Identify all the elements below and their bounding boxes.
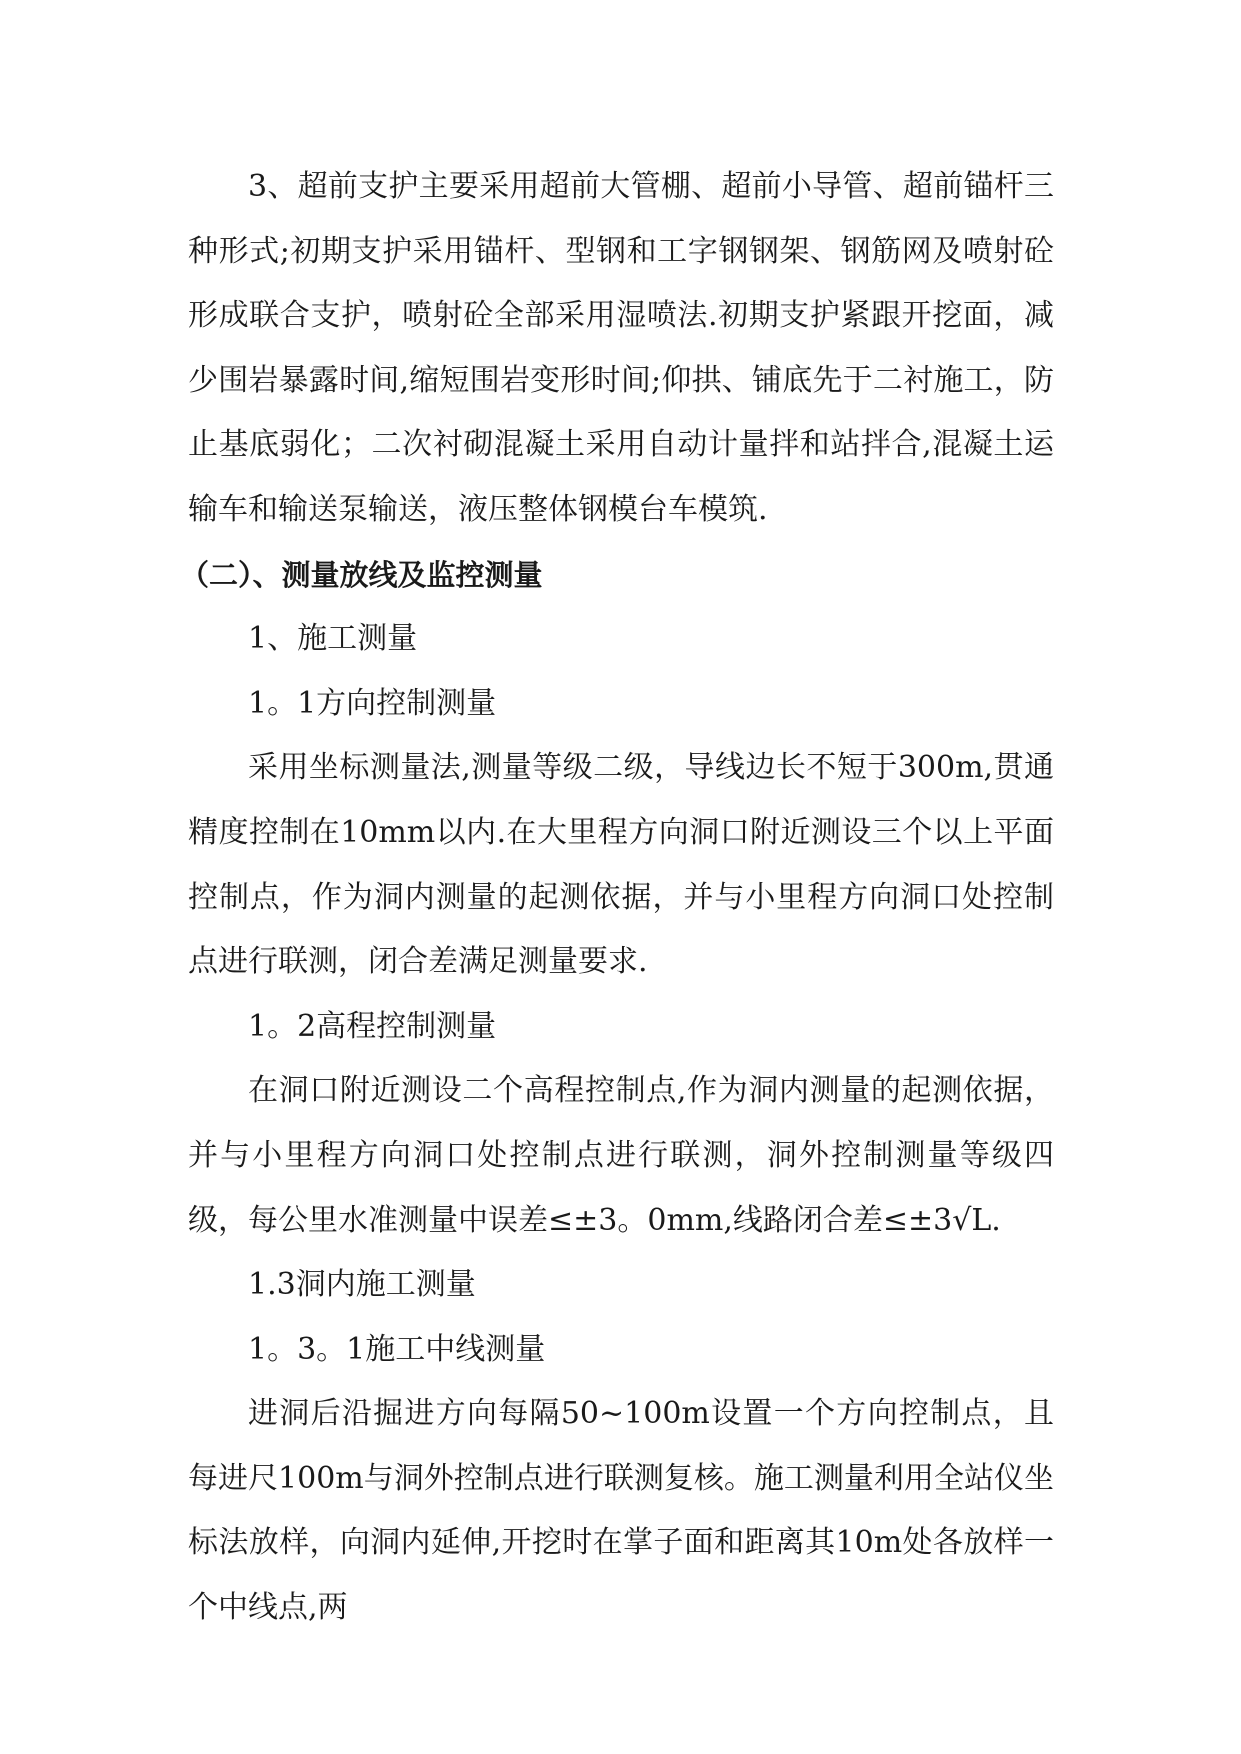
document-body xyxy=(180,155,1054,1641)
paragraph-support-methods: 3、超前支护主要采用超前大管棚、超前小导管、超前锚杆三种形式;初期支护采用锚杆、型钢和工字钢钢架、钢筋网及喷射砼形成联合支护，喷射砼全部采用湿喷法.初期支护紧跟开挖面，减少围岩暴露时间,缩短围岩变形时间;仰拱、铺底先于二衬施工，防止基底弱化；二次衬砌混凝土采用自动计量拌和站拌合,混凝土运输车和输送泵输送，液压整体钢模台车模筑. xyxy=(188,169,1054,527)
subheading-direction-control: 1。1方向控制测量 xyxy=(248,685,497,721)
paragraph-centerline-survey: 进洞后沿掘进方向每隔50~100m设置一个方向控制点，且每进尺100m与洞外控制点进行联测复核。施工测量利用全站仪坐标法放样，向洞内延伸,开挖时在掌子面和距离其10m处各放样一个中线点,两 xyxy=(188,1396,1054,1626)
subheading-construction-survey: 1、施工测量 xyxy=(248,621,418,657)
paragraph-elevation-control: 在洞口附近测设二个高程控制点,作为洞内测量的起测依据，并与小里程方向洞口处控制点进行联测，洞外控制测量等级四级，每公里水准测量中误差≤±3。0mm,线路闭合差≤±3√L. xyxy=(188,1073,1054,1238)
paragraph-direction-control: 采用坐标测量法,测量等级二级，导线边长不短于300m,贯通精度控制在10mm以内.在大里程方向洞口附近测设三个以上平面控制点，作为洞内测量的起测依据，并与小里程方向洞口处控制点进行联测，闭合差满足测量要求. xyxy=(188,750,1054,980)
subheading-centerline-survey: 1。3。1施工中线测量 xyxy=(248,1331,546,1367)
subheading-tunnel-survey: 1.3洞内施工测量 xyxy=(248,1267,476,1303)
section-heading-survey: （二）、测量放线及监控测量 xyxy=(180,557,543,592)
subheading-elevation-control: 1。2高程控制测量 xyxy=(248,1008,497,1044)
